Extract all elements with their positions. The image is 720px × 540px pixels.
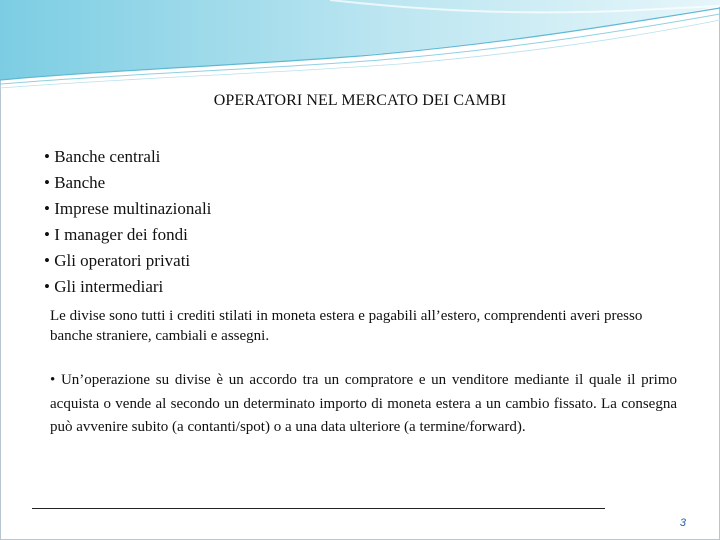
bullet-item: • Gli operatori privati — [44, 251, 191, 270]
operator-bullet-list — [44, 144, 211, 300]
operation-definition-paragraph: • Un’operazione su divise è un accordo tra un compratore e un venditore mediante il quale il primo acquista o vende al secondo un determinato importo di moneta estera a un cambio fissato. La consegna può avvenire subito (a contanti/spot) o a una data ulteriore (a termine/forward). — [50, 372, 677, 435]
bullet-item: • Imprese multinazionali — [44, 199, 212, 218]
bullet-item: • Gli intermediari — [44, 277, 164, 296]
bullet-item: • Banche — [44, 173, 106, 192]
bullet-item: • Banche centrali — [44, 147, 161, 166]
footer-divider — [32, 508, 605, 509]
divise-definition-paragraph: Le divise sono tutti i crediti stilati in moneta estera e pagabili all’estero, comprendenti averi presso banche straniere, cambiali e assegni. — [50, 308, 643, 344]
wave-header-decoration — [0, 0, 720, 90]
page-number: 3 — [679, 517, 686, 529]
slide-title: OPERATORI NEL MERCATO DEI CAMBI — [213, 92, 507, 109]
bullet-item: • I manager dei fondi — [44, 225, 188, 244]
